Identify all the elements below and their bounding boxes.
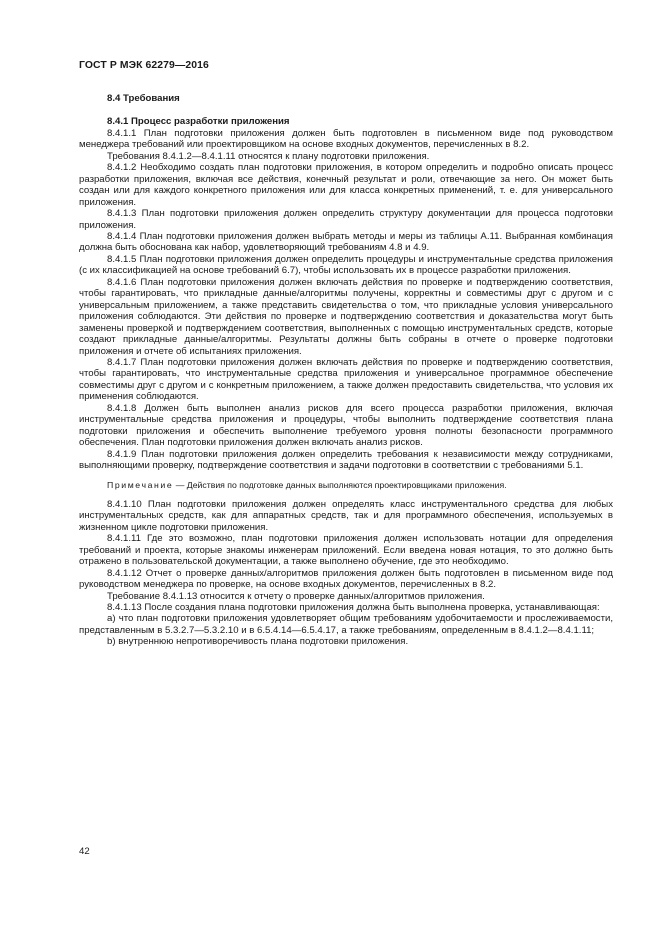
section-heading: 8.4 Требования [107, 93, 180, 104]
document-body [79, 88, 613, 648]
note-text: — Действия по подготовке данных выполняются проектировщиками приложения. [173, 479, 507, 490]
paragraph: 8.4.1.10 План подготовки приложения должен определять класс инструментального средства для любых инструментальных средств, как для аппаратных средств, так и для программного обеспечения, используемых в жизненном цикле подготовки приложения. [79, 498, 613, 533]
standard-header: ГОСТ Р МЭК 62279—2016 [79, 60, 209, 71]
paragraph: 8.4.1.6 План подготовки приложения должен включать действия по проверке и подтверждению соответствия, чтобы гарантировать, что прикладные данные/алгоритмы получены, корректны и совместимы друг с другом и с универсальным приложением, а также представить свидетельства о том, что прикладные условия универсального приложения соблюдаются. Эти действия по проверке и подтверждению соответствия и доказательства могут быть заменены проверкой и подтверждением соответствия, выполненных с помощью инструментальных средств, которые создают прикладные данные/алгоритмы. Результаты должны быть собраны в отчете о проверке подготовки приложения и отчете об испытаниях приложения. [79, 276, 613, 357]
page-number: 42 [79, 846, 90, 857]
list-item: a) что план подготовки приложения удовлетворяет общим требованиям удобочитаемости и прослеживаемости, представленным в 5.3.2.7—5.3.2.10 и в 6.5.4.14—6.5.4.17, а также требованиям, определенным в 8.4.1.2—8.4.1.11; [79, 613, 613, 636]
paragraph: 8.4.1.13 После создания плана подготовки приложения должна быть выполнена проверка, устанавливающая: [107, 602, 600, 614]
note [79, 480, 613, 491]
paragraph: Требования 8.4.1.2—8.4.1.11 относятся к плану подготовки приложения. [107, 150, 430, 162]
subsection-heading: 8.4.1 Процесс разработки приложения [107, 116, 290, 128]
paragraph: 8.4.1.7 План подготовки приложения должен включать действия по проверке и подтверждению соответствия, чтобы гарантировать, что инструментальные средства приложения и универсальное программное обеспечение совместимы друг с другом и с конкретным приложением, а также должен предоставить свидетельства, что условия их применения соблюдаются. [79, 356, 613, 403]
paragraph: 8.4.1.9 План подготовки приложения должен определить требования к независимости между сотрудниками, выполняющими проверку, подтверждение соответствия и задачи подготовки в соответствии с требованиями 5.1. [79, 448, 613, 472]
paragraph: 8.4.1.12 Отчет о проверке данных/алгоритмов приложения должен быть подготовлен в письменном виде под руководством менеджера по проверке, на основе входных документов, перечисленных в 8.2. [79, 567, 613, 591]
note-label: Примечание [107, 479, 174, 490]
paragraph: 8.4.1.8 Должен быть выполнен анализ рисков для всего процесса разработки приложения, включая инструментальные средства приложения и процедуры, чтобы выполнить подтверждение соответствия плана подготовки приложения и обеспечить выполнение требуемого уровня полноты безопасности программного обеспечения. План подготовки приложения должен включать анализ рисков. [79, 402, 613, 449]
paragraph: 8.4.1.4 План подготовки приложения должен выбрать методы и меры из таблицы А.11. Выбранная комбинация должна быть обоснована как набор, удовлетворяющий требованиям 4.8 и 4.9. [79, 230, 613, 254]
paragraph: 8.4.1.11 Где это возможно, план подготовки приложения должен использовать нотации для определения требований и проекта, которые знакомы инженерам приложений. Если введена новая нотация, то это должно быть отражено в пользовательской документации, а также выполнено обучение, где это необходимо. [79, 533, 613, 568]
paragraph: 8.4.1.3 План подготовки приложения должен определить структуру документации для процесса подготовки приложения. [79, 208, 613, 231]
paragraph: Требование 8.4.1.13 относится к отчету о проверке данных/алгоритмов приложения. [107, 590, 485, 602]
paragraph: 8.4.1.1 План подготовки приложения должен быть подготовлен в письменном виде под руководством менеджера требований или проектировщиком на основе входных документов, перечисленных в 8.2. [79, 127, 613, 151]
paragraph: 8.4.1.2 Необходимо создать план подготовки приложения, в котором определить и подробно описать процесс разработки приложения, включая все действия, конечный результат и роли, отвечающие за него. Он может быть создан или для каждого конкретного приложения или для класса конкретных применений, т. е. для универсального приложения. [79, 162, 613, 208]
paragraph: 8.4.1.5 План подготовки приложения должен определить процедуры и инструментальные средства приложения (с их классификацией на основе требований 6.7), чтобы использовать их в процессе разработки приложения. [79, 253, 613, 277]
list-item: b) внутреннюю непротиворечивость плана подготовки приложения. [107, 636, 409, 648]
